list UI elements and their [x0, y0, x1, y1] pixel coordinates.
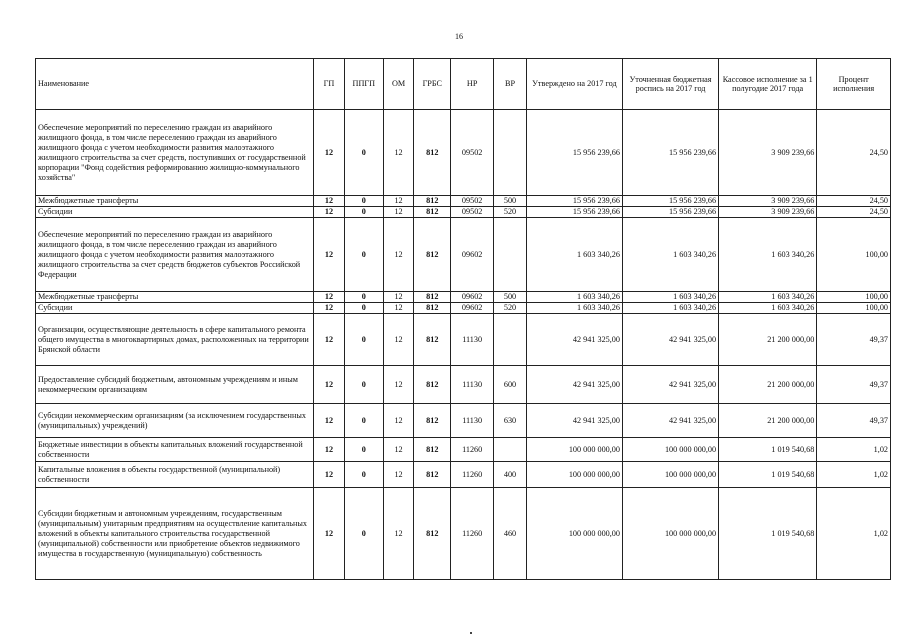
cell-gp: 12 — [314, 303, 345, 314]
table-row — [36, 218, 891, 292]
cell-percent: 100,00 — [817, 292, 891, 303]
cell-cash: 1 019 540,68 — [719, 488, 817, 580]
cell-np: 09602 — [451, 303, 494, 314]
cell-ppgp: 0 — [344, 218, 383, 292]
cell-vr — [494, 218, 527, 292]
cell-percent: 49,37 — [817, 314, 891, 366]
cell-ppgp: 0 — [344, 404, 383, 438]
cell-gp: 12 — [314, 462, 345, 488]
cell-np: 11260 — [451, 462, 494, 488]
cell-grbs: 812 — [414, 110, 451, 196]
cell-cash: 3 909 239,66 — [719, 207, 817, 218]
row-name: Бюджетные инвестиции в объекты капитальных вложений государственной собственности — [36, 438, 314, 462]
cell-ppgp: 0 — [344, 438, 383, 462]
cell-ppgp: 0 — [344, 207, 383, 218]
cell-refined: 42 941 325,00 — [622, 314, 718, 366]
scan-dot — [470, 632, 472, 634]
cell-grbs: 812 — [414, 366, 451, 404]
cell-approved: 15 956 239,66 — [526, 207, 622, 218]
cell-approved: 100 000 000,00 — [526, 438, 622, 462]
cell-cash: 21 200 000,00 — [719, 366, 817, 404]
cell-vr: 500 — [494, 292, 527, 303]
cell-ppgp: 0 — [344, 366, 383, 404]
cell-ppgp: 0 — [344, 196, 383, 207]
cell-np: 11130 — [451, 404, 494, 438]
row-name: Субсидии — [36, 303, 314, 314]
cell-ppgp: 0 — [344, 314, 383, 366]
cell-cash: 1 019 540,68 — [719, 438, 817, 462]
cell-om: 12 — [383, 438, 414, 462]
row-name: Межбюджетные трансферты — [36, 292, 314, 303]
header-percent: Процент исполнения — [817, 59, 891, 110]
cell-percent: 24,50 — [817, 196, 891, 207]
cell-approved: 100 000 000,00 — [526, 462, 622, 488]
cell-gp: 12 — [314, 488, 345, 580]
cell-refined: 42 941 325,00 — [622, 366, 718, 404]
cell-vr: 520 — [494, 303, 527, 314]
cell-om: 12 — [383, 303, 414, 314]
row-name: Обеспечение мероприятий по переселению граждан из аварийного жилищного фонда, в том числе переселению граждан из аварийного жилищного фонда с учетом необходимости развития малоэтажного жилищного строительства за счет средств, поступивших от государственной корпорации "Фонд содействия реформированию жилищно-коммунального хозяйства" — [36, 110, 314, 196]
cell-refined: 42 941 325,00 — [622, 404, 718, 438]
cell-grbs: 812 — [414, 303, 451, 314]
cell-grbs: 812 — [414, 462, 451, 488]
cell-approved: 1 603 340,26 — [526, 303, 622, 314]
cell-cash: 1 603 340,26 — [719, 218, 817, 292]
cell-refined: 15 956 239,66 — [622, 207, 718, 218]
cell-percent: 49,37 — [817, 404, 891, 438]
cell-gp: 12 — [314, 218, 345, 292]
table-row — [36, 292, 891, 303]
table-row — [36, 207, 891, 218]
cell-cash: 21 200 000,00 — [719, 404, 817, 438]
cell-approved: 42 941 325,00 — [526, 314, 622, 366]
cell-vr: 500 — [494, 196, 527, 207]
cell-percent: 1,02 — [817, 462, 891, 488]
cell-vr — [494, 438, 527, 462]
cell-om: 12 — [383, 110, 414, 196]
cell-ppgp: 0 — [344, 462, 383, 488]
cell-gp: 12 — [314, 366, 345, 404]
table-row — [36, 314, 891, 366]
table-header-row — [36, 59, 891, 110]
cell-np: 09602 — [451, 218, 494, 292]
cell-cash: 1 603 340,26 — [719, 292, 817, 303]
cell-grbs: 812 — [414, 218, 451, 292]
table-row — [36, 462, 891, 488]
cell-percent: 24,50 — [817, 207, 891, 218]
header-cash: Кассовое исполнение за 1 полугодие 2017 года — [719, 59, 817, 110]
cell-cash: 1 019 540,68 — [719, 462, 817, 488]
table-row — [36, 196, 891, 207]
cell-np: 09602 — [451, 292, 494, 303]
cell-percent: 100,00 — [817, 218, 891, 292]
table-row — [36, 366, 891, 404]
cell-grbs: 812 — [414, 196, 451, 207]
row-name: Межбюджетные трансферты — [36, 196, 314, 207]
header-gp: ГП — [314, 59, 345, 110]
cell-gp: 12 — [314, 207, 345, 218]
cell-om: 12 — [383, 366, 414, 404]
header-vr: ВР — [494, 59, 527, 110]
cell-refined: 15 956 239,66 — [622, 110, 718, 196]
cell-grbs: 812 — [414, 207, 451, 218]
cell-vr: 400 — [494, 462, 527, 488]
cell-approved: 100 000 000,00 — [526, 488, 622, 580]
cell-ppgp: 0 — [344, 292, 383, 303]
row-name: Организации, осуществляющие деятельность в сфере капитального ремонта общего имущества в многоквартирных домах, расположенных на территории Брянской области — [36, 314, 314, 366]
cell-grbs: 812 — [414, 314, 451, 366]
cell-gp: 12 — [314, 196, 345, 207]
cell-approved: 42 941 325,00 — [526, 404, 622, 438]
cell-refined: 1 603 340,26 — [622, 292, 718, 303]
cell-refined: 1 603 340,26 — [622, 303, 718, 314]
header-ppgp: ППГП — [344, 59, 383, 110]
cell-cash: 21 200 000,00 — [719, 314, 817, 366]
cell-approved: 1 603 340,26 — [526, 218, 622, 292]
cell-om: 12 — [383, 462, 414, 488]
cell-om: 12 — [383, 488, 414, 580]
row-name: Капитальные вложения в объекты государственной (муниципальной) собственности — [36, 462, 314, 488]
cell-percent: 1,02 — [817, 488, 891, 580]
cell-percent: 49,37 — [817, 366, 891, 404]
cell-grbs: 812 — [414, 438, 451, 462]
cell-refined: 100 000 000,00 — [622, 462, 718, 488]
cell-approved: 15 956 239,66 — [526, 196, 622, 207]
cell-om: 12 — [383, 314, 414, 366]
row-name: Субсидии — [36, 207, 314, 218]
header-om: ОМ — [383, 59, 414, 110]
header-approved: Утверждено на 2017 год — [526, 59, 622, 110]
cell-percent: 24,50 — [817, 110, 891, 196]
cell-np: 09502 — [451, 196, 494, 207]
row-name: Обеспечение мероприятий по переселению граждан из аварийного жилищного фонда, в том числе переселению граждан из аварийного жилищного фонда с учетом необходимости развития малоэтажного жилищного строительства за счет средств бюджетов субъектов Российской Федерации — [36, 218, 314, 292]
cell-grbs: 812 — [414, 404, 451, 438]
cell-gp: 12 — [314, 110, 345, 196]
budget-execution-table — [35, 58, 891, 580]
cell-gp: 12 — [314, 404, 345, 438]
table-row — [36, 110, 891, 196]
table-row — [36, 404, 891, 438]
cell-refined: 100 000 000,00 — [622, 438, 718, 462]
cell-vr: 520 — [494, 207, 527, 218]
cell-vr — [494, 110, 527, 196]
cell-ppgp: 0 — [344, 303, 383, 314]
cell-np: 11130 — [451, 366, 494, 404]
header-name: Наименование — [36, 59, 314, 110]
cell-om: 12 — [383, 404, 414, 438]
table-row — [36, 438, 891, 462]
cell-vr: 600 — [494, 366, 527, 404]
cell-gp: 12 — [314, 438, 345, 462]
cell-om: 12 — [383, 218, 414, 292]
table-row — [36, 488, 891, 580]
cell-cash: 3 909 239,66 — [719, 110, 817, 196]
cell-grbs: 812 — [414, 292, 451, 303]
cell-gp: 12 — [314, 314, 345, 366]
cell-refined: 15 956 239,66 — [622, 196, 718, 207]
row-name: Субсидии некоммерческим организациям (за исключением государственных (муниципальных) учреждений) — [36, 404, 314, 438]
cell-ppgp: 0 — [344, 488, 383, 580]
cell-percent: 100,00 — [817, 303, 891, 314]
cell-refined: 1 603 340,26 — [622, 218, 718, 292]
cell-cash: 3 909 239,66 — [719, 196, 817, 207]
header-refined: Уточненная бюджетная роспись на 2017 год — [622, 59, 718, 110]
cell-om: 12 — [383, 292, 414, 303]
cell-np: 09502 — [451, 207, 494, 218]
cell-gp: 12 — [314, 292, 345, 303]
cell-vr: 630 — [494, 404, 527, 438]
cell-approved: 15 956 239,66 — [526, 110, 622, 196]
cell-np: 11260 — [451, 438, 494, 462]
cell-om: 12 — [383, 207, 414, 218]
cell-approved: 42 941 325,00 — [526, 366, 622, 404]
cell-np: 11130 — [451, 314, 494, 366]
cell-approved: 1 603 340,26 — [526, 292, 622, 303]
row-name: Субсидии бюджетным и автономным учреждениям, государственным (муниципальным) унитарным предприятиям на осуществление капитальных вложений в объекты капитального строительства государственной (муниципальной) собственности или приобретение объектов недвижимого имущества в государственную (муниципальную) собственность — [36, 488, 314, 580]
page-number: 16 — [455, 32, 463, 41]
header-grbs: ГРБС — [414, 59, 451, 110]
cell-cash: 1 603 340,26 — [719, 303, 817, 314]
header-np: НР — [451, 59, 494, 110]
row-name: Предоставление субсидий бюджетным, автономным учреждениям и иным некоммерческим организациям — [36, 366, 314, 404]
cell-vr — [494, 314, 527, 366]
cell-vr: 460 — [494, 488, 527, 580]
table-row — [36, 303, 891, 314]
cell-ppgp: 0 — [344, 110, 383, 196]
cell-refined: 100 000 000,00 — [622, 488, 718, 580]
cell-grbs: 812 — [414, 488, 451, 580]
cell-om: 12 — [383, 196, 414, 207]
cell-np: 09502 — [451, 110, 494, 196]
cell-np: 11260 — [451, 488, 494, 580]
cell-percent: 1,02 — [817, 438, 891, 462]
